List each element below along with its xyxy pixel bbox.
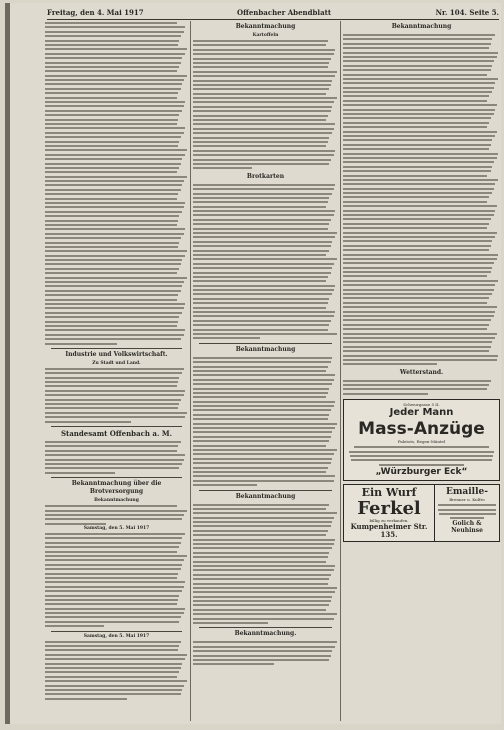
text-line [45,214,188,218]
page-header [47,7,499,20]
section-heading: Bekanntmachung über die Brotversorgung [71,480,162,496]
text-line [45,315,188,319]
text-line [193,662,338,666]
section-heading: Bekanntmachung. [234,630,297,638]
text-line [343,103,500,107]
text-line [343,362,500,366]
text-block [193,39,338,171]
section-heading: Standesamt Offenbach a. M. [60,428,172,438]
text-line [45,91,188,95]
text-line [45,453,188,457]
text-line [45,113,188,117]
text-line [45,135,188,139]
text-block [343,33,500,367]
text-line [193,266,338,270]
advertisement-emaille [435,485,499,541]
text-line [45,471,188,475]
text-block [193,640,338,666]
text-line [45,679,188,683]
column-1 [45,21,188,721]
text-line [193,483,338,487]
ad-line: Jeder Mann [389,407,454,419]
text-line [343,204,500,208]
section-heading: Bekanntmachung [391,23,452,30]
advertisement-ferkel [344,485,435,541]
text-line [193,74,338,78]
text-line [45,415,188,419]
ad-text: Brenner u. Kulfro [449,497,485,503]
text-line [45,393,188,397]
text-line [45,589,188,593]
text-line [193,222,338,226]
text-line [343,147,500,151]
column-3 [343,21,500,721]
text-line [45,420,188,424]
ad-title: Mass-Anzüge [358,419,485,440]
header-paper: Offenbacher Abendblatt [237,8,332,17]
text-line [45,34,188,38]
ad-main-word: Ferkel [357,498,421,520]
text-line [343,226,500,230]
text-line [343,283,500,287]
text-line [193,382,338,386]
text-line [193,323,338,327]
text-block [193,356,338,488]
ad-text-block [437,502,497,520]
text-line [343,349,500,353]
notice-date: Samstag, den 5. Mai 1917 [83,633,150,639]
text-line [343,169,500,173]
text-line [193,533,338,537]
text-line [45,157,188,161]
header-date: Freitag, den 4. Mai 1917 [47,8,144,17]
text-line [348,444,495,448]
header-issue: Nr. 104. Seite 5. [435,8,499,17]
text-line [193,301,338,305]
text-line [193,166,338,170]
separator [199,490,332,491]
text-line [45,657,188,661]
text-line [343,305,500,309]
ad-title: Ein Wurf [361,486,417,500]
separator [51,426,182,427]
section-subheading: Bekanntmachung [94,498,139,504]
column-rule [190,21,191,721]
section-subheading: Zu Stadt und Land. [92,360,141,366]
section-heading: Bekanntmachung [235,345,296,353]
ad-text: billig zu verkaufen. [369,518,409,524]
text-line [45,293,188,297]
text-line [437,502,497,506]
text-block [343,379,500,397]
column-rule [340,21,341,721]
text-block [45,21,188,346]
text-line [343,392,500,396]
text-block [45,640,188,701]
separator [199,627,332,628]
advertisement-row [343,484,500,542]
text-block [193,183,338,341]
text-line [45,567,188,571]
ad-text-block [348,444,495,466]
text-block [193,503,338,626]
text-line [343,46,500,50]
text-line [45,624,188,628]
section-heading: Wetterstand. [399,368,444,376]
ad-text: Paletots, Regen-Mäntel [397,439,446,445]
text-line [193,439,338,443]
ad-store-name: „Würzburger Eck“ [375,467,468,478]
section-heading: Industrie und Volkswirtschaft. [65,350,168,358]
text-line [193,649,338,653]
section-heading: Bekanntmachung [235,492,296,500]
text-line [45,236,188,240]
advertisement-mass-anzuege [343,399,500,481]
ad-company: Golich & Neuhinse [451,519,483,534]
text-line [193,417,338,421]
notice-date: Samstag, den 5. Mai 1917 [83,526,150,532]
text-block [45,504,188,526]
text-line [193,461,338,465]
text-line [193,577,338,581]
separator [51,348,182,349]
separator [199,343,332,344]
text-line [45,271,188,275]
text-line [193,336,338,340]
text-line [193,621,338,625]
text-line [343,327,500,331]
text-line [343,248,500,252]
separator [51,631,182,632]
text-block [45,367,188,424]
text-line [193,187,338,191]
text-line [193,153,338,157]
column-2 [193,21,338,721]
section-subheading: Kartoffeln [252,33,279,38]
section-heading: Brotkarten [246,172,285,180]
text-line [45,342,188,346]
text-line [45,56,188,60]
text-line [343,68,500,72]
separator [51,477,182,478]
text-line [193,131,338,135]
text-line [193,612,338,616]
text-line [193,555,338,559]
text-line [343,125,500,129]
text-line [193,109,338,113]
text-block [45,532,188,629]
text-line [45,192,188,196]
text-line [193,360,338,364]
text-line [45,697,188,701]
ad-address: Schwurgasse 5 II. [403,402,440,408]
page-edge [5,3,10,724]
text-line [45,337,188,341]
text-line [193,52,338,56]
text-block [45,440,188,475]
text-line [45,504,188,508]
text-line [193,244,338,248]
ad-address: Kumpenheimer Str. 135. [350,522,428,540]
newspaper-page [5,3,501,724]
text-line [45,545,188,549]
section-heading: Bekanntmachung [235,23,296,30]
ad-title: Emaille- [446,487,488,498]
